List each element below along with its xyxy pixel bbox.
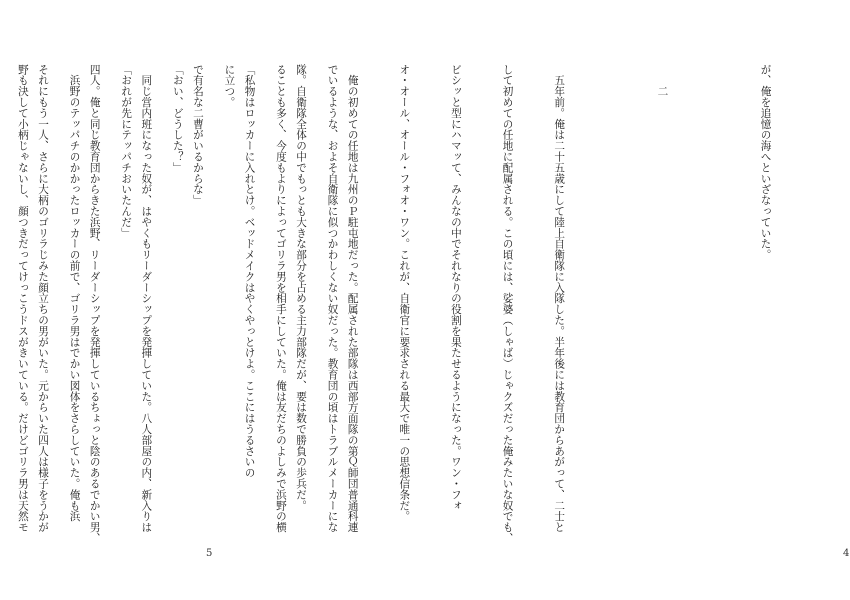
page-number: 4 xyxy=(843,548,850,559)
text-line: オ・オール、オール・フォオ・ワン。これが、自衛官に要求される最大で唯一の思想信条だ。 xyxy=(398,64,411,522)
text-line xyxy=(602,64,619,544)
text-line: で有名な二曹がいるからな」 xyxy=(191,64,204,206)
text-line: それにもう一人、さらに大柄のゴリラじみた顔立ちの男がいた。元からいた四人は様子をうかが xyxy=(37,64,50,533)
text-line: 「おれが先にテッパチおいたんだ」 xyxy=(120,64,133,239)
text-line: 同じ営内班になった奴が、はやくもリーダーシップを発揮していた。八人部屋の内、新入りは xyxy=(140,64,153,533)
text-line: ビシッと型にハマッて、みんなの中でそれなりの役割を果たせるようになった。ワン・フォ xyxy=(449,64,462,511)
text-line xyxy=(705,64,722,544)
text-line: 野も決して小柄じゃないし、顔つきだってけっこうドスがきいている。だけどゴリラ男は天然モ xyxy=(16,64,29,533)
text-line: 五年前。俺は二十五歳にして陸上自衛隊に入隊した。半年後には教育団からあがって、二士と xyxy=(553,64,566,533)
text-line: に立つ。 xyxy=(223,64,236,108)
text-line: 四人。俺と同じ教育団からきた浜野、リーダーシップを発揮しているちょっと陰のあるでかい男、 xyxy=(88,64,101,544)
text-line: 隊。自衛隊全体の中でもっとも大きな部分を占める主力部隊だが、要は数で勝負の歩兵だ。 xyxy=(295,64,308,511)
text-line: 俺の初めての任地は九州のＰ駐屯地だった。配属された部隊は西部方面隊の第Ｑ師団普通科連 xyxy=(346,64,359,533)
text-line: 「おい、どうした？」 xyxy=(171,64,184,173)
text-line: 浜野のテッパチのかかったロッカーの前で、ゴリラ男はでかい図体をさらしていた。俺も浜 xyxy=(68,64,81,522)
text-line: が、俺を追憶の海へといざなっていた。 xyxy=(759,64,772,261)
text-line: でいるような、およそ自衛隊に似つかわしくない奴だった。教育団の頃はトラブルメーカーにな xyxy=(326,64,339,533)
chapter-heading: 二 xyxy=(656,64,669,97)
page-number: 5 xyxy=(206,548,213,559)
text-line: して初めての任地に配属される。この頃には、娑婆（しゃば）じゃクズだった俺みたいな奴でも、 xyxy=(501,64,514,544)
text-line: ることも多く、今度もよりによってゴリラ男を相手にしていた。俺は友だちのよしみで浜野の横 xyxy=(274,64,287,533)
text-line: 「私物はロッカーに入れとけ。ベッドメイクはやくやっとけよ。ここにはうるさいの xyxy=(243,64,256,479)
